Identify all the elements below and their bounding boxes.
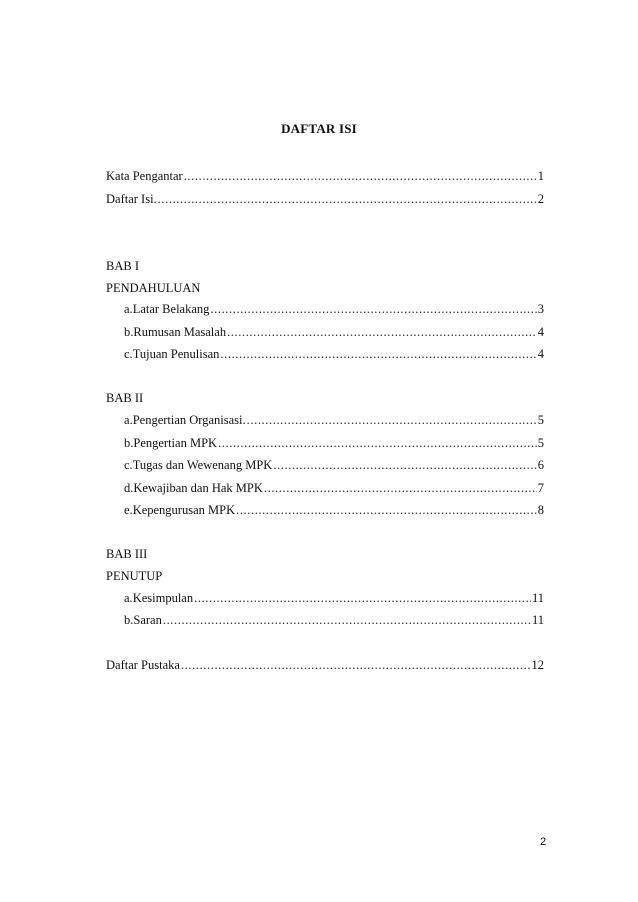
toc-leader-dots — [210, 301, 536, 317]
toc-leader-dots — [236, 502, 537, 518]
list-marker: c. — [124, 347, 133, 361]
toc-entry-latar-belakang — [124, 301, 544, 317]
toc-entry-tujuan-penulisan — [124, 346, 544, 362]
toc-entry-tugas-wewenang — [124, 457, 544, 473]
list-marker: a. — [124, 591, 133, 605]
toc-leader-dots — [273, 457, 536, 473]
toc-leader-dots — [163, 612, 531, 628]
chapter-name-penutup: PENUTUP — [106, 569, 163, 583]
toc-entry-pengertian-organisasi — [124, 412, 544, 428]
toc-entry-page: 3 — [537, 302, 544, 316]
toc-entry-kewajiban-hak — [124, 480, 544, 496]
chapter-heading-bab-3: BAB III — [106, 547, 148, 561]
toc-entry-page: 11 — [531, 591, 544, 605]
toc-leader-dots — [220, 346, 536, 362]
toc-entry-page: 7 — [537, 481, 544, 495]
toc-entry-kepengurusan — [124, 502, 544, 518]
toc-entry-label: Latar Belakang — [132, 302, 210, 316]
toc-entry-label: Saran — [133, 613, 162, 627]
toc-entry-page: 6 — [537, 458, 544, 472]
toc-leader-dots — [227, 324, 537, 340]
toc-entry-kata-pengantar — [106, 168, 544, 184]
chapter-name-pendahuluan: PENDAHULUAN — [106, 281, 201, 295]
toc-leader-dots — [184, 168, 537, 184]
list-marker: b. — [124, 325, 134, 339]
toc-entry-saran — [124, 612, 544, 628]
toc-entry-rumusan-masalah — [124, 324, 544, 340]
toc-entry-label: Tugas dan Wewenang MPK — [132, 458, 273, 472]
page-title: DAFTAR ISI — [281, 121, 357, 136]
list-marker: e. — [124, 503, 133, 517]
toc-entry-page: 11 — [531, 613, 544, 627]
toc-entry-page: 12 — [531, 658, 544, 672]
toc-entry-label: Rumusan Masalah — [133, 325, 227, 339]
toc-leader-dots — [264, 480, 537, 496]
list-marker: a. — [124, 413, 133, 427]
toc-entry-label: Daftar Pustaka — [106, 658, 180, 672]
toc-entry-page: 4 — [537, 325, 544, 339]
toc-entry-pengertian-mpk — [124, 435, 544, 451]
toc-entry-label: Pengertian Organisasi. — [132, 413, 246, 427]
toc-entry-page: 5 — [537, 413, 544, 427]
list-marker: c. — [124, 458, 133, 472]
toc-entry-daftar-pustaka — [106, 657, 544, 673]
toc-entry-daftar-isi — [106, 191, 544, 207]
list-marker: b. — [124, 436, 134, 450]
chapter-heading-bab-2: BAB II — [106, 391, 144, 405]
toc-entry-label: Kesimpulan — [132, 591, 194, 605]
toc-entry-label: Kepengurusan MPK — [132, 503, 236, 517]
toc-entry-label: Kewajiban dan Hak MPK — [133, 481, 263, 495]
toc-entry-page: 1 — [537, 169, 544, 183]
list-marker: a. — [124, 302, 133, 316]
toc-entry-page: 2 — [537, 192, 544, 206]
toc-entry-page: 8 — [537, 503, 544, 517]
toc-entry-label: Tujuan Penulisan — [132, 347, 220, 361]
chapter-heading-bab-1: BAB I — [106, 259, 139, 273]
toc-entry-label: Daftar Isi. — [106, 192, 157, 206]
toc-leader-dots — [247, 412, 537, 428]
toc-entry-label: Kata Pengantar — [106, 169, 183, 183]
toc-leader-dots — [158, 191, 537, 207]
toc-leader-dots — [194, 590, 531, 606]
toc-entry-page: 4 — [537, 347, 544, 361]
list-marker: d. — [124, 481, 134, 495]
list-marker: b. — [124, 613, 134, 627]
toc-leader-dots — [181, 657, 531, 673]
page-number: 2 — [540, 836, 547, 848]
toc-leader-dots — [218, 435, 537, 451]
toc-entry-label: Pengertian MPK — [133, 436, 218, 450]
toc-entry-kesimpulan — [124, 590, 544, 606]
toc-entry-page: 5 — [537, 436, 544, 450]
